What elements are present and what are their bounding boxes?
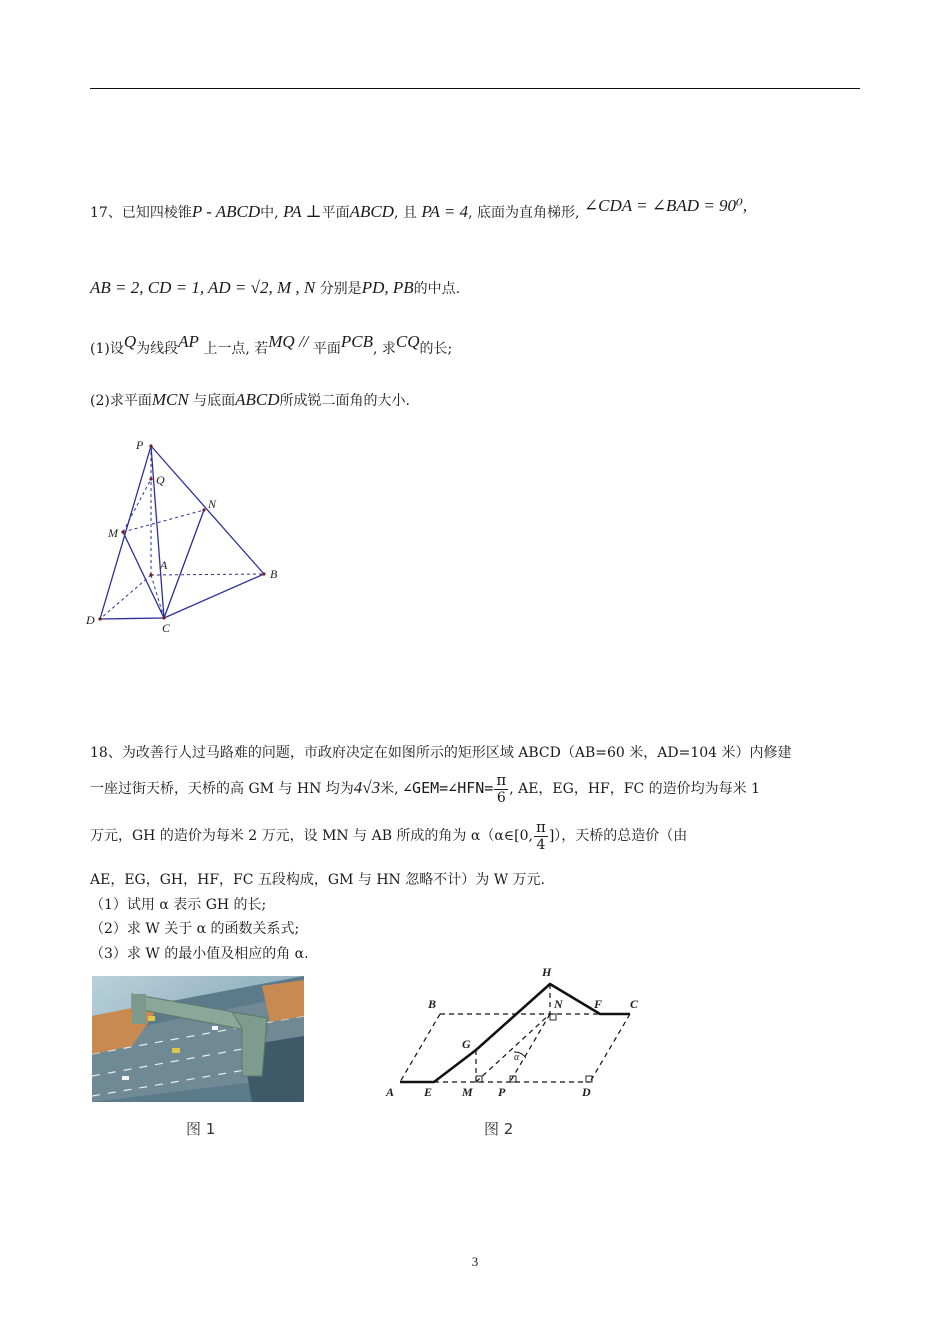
label-F: F: [594, 997, 603, 1011]
label-N: N: [554, 997, 563, 1011]
q17-math: AP: [178, 332, 199, 351]
label-N: N: [208, 497, 217, 511]
edge-NC: [164, 510, 204, 618]
q17-line1: [90, 196, 748, 222]
q17-text: 平面: [321, 205, 350, 221]
edge-PC: [151, 446, 164, 618]
edge-AB: [151, 574, 264, 575]
q17-part2: [90, 390, 410, 410]
q18-line3: [90, 816, 687, 856]
edge-MN: [123, 510, 204, 532]
q18-text: 米,: [380, 781, 399, 797]
page-number: 3: [471, 1254, 479, 1269]
label-P: P: [136, 438, 144, 452]
label-B: B: [428, 997, 437, 1011]
figure1-caption: 图 1: [186, 1120, 216, 1138]
label-alpha: α: [514, 1052, 520, 1063]
edge-MN: [476, 1014, 550, 1082]
bridge-diagram: [378, 960, 658, 1106]
header-rule: [90, 88, 860, 89]
q17-line2: [90, 278, 460, 298]
q18-line1: 18、为改善行人过马路难的问题，市政府决定在如图所示的矩形区域 ABCD（AB=60 米，AD=104 米）内修建: [90, 745, 792, 761]
edge-MQ: [123, 479, 151, 532]
label-E: E: [424, 1085, 433, 1099]
q17-text: (1)设: [90, 341, 124, 357]
label-P: P: [498, 1085, 506, 1099]
q17-text: , 且: [393, 205, 417, 221]
q18-math: ∠GEM=∠HFN=: [403, 779, 494, 797]
fraction-denominator: 6: [496, 790, 506, 806]
label-C: C: [162, 621, 171, 635]
label-D: D: [582, 1085, 591, 1099]
edge-CB: [164, 574, 264, 618]
q17-math: MCN: [151, 390, 189, 409]
q17-text: 中,: [260, 205, 279, 221]
edge-AD: [100, 575, 151, 619]
label-Q: Q: [156, 473, 165, 487]
label-H: H: [542, 965, 552, 979]
q17-math: PA ⊥: [283, 202, 322, 221]
q17-text: 为线段: [136, 341, 179, 357]
q18-sub1: （1）试用 α 表示 GH 的长;: [90, 897, 267, 913]
pyramid-figure: [80, 432, 290, 642]
fraction-denominator: 4: [536, 837, 546, 853]
edge-CD: [590, 1014, 630, 1082]
q18-math: 4√3: [353, 778, 381, 797]
q18-line4: AE，EG，GH，HF，FC 五段构成，GM 与 HN 忽略不计）为 W 万元.: [90, 872, 545, 888]
q17-text: 的中点.: [413, 281, 461, 297]
q17-math: CQ: [395, 332, 420, 351]
q17-math: AB = 2, CD = 1, AD = √2, M , N: [90, 278, 316, 297]
fraction-numerator: π: [496, 771, 507, 789]
q17-math: ABCD: [349, 202, 394, 221]
q17-part1: [90, 332, 453, 358]
q17-text: 的长;: [419, 341, 453, 357]
label-G: G: [462, 1037, 471, 1051]
q18-text: 一座过街天桥，天桥的高 GM 与 HN 均为: [90, 781, 354, 797]
q17-text: 与底面: [193, 393, 236, 409]
q18-text: , AE，EG，HF，FC 的造价均为每米 1: [509, 781, 760, 797]
q18-text: ]），天桥的总造价（由: [548, 828, 688, 844]
q17-math: MQ //: [268, 332, 309, 351]
edge-NP: [510, 1014, 550, 1082]
fraction-numerator: π: [535, 818, 546, 836]
label-C: C: [630, 997, 639, 1011]
q17-math: ∠CDA = ∠BAD = 90⁰,: [583, 196, 748, 215]
edge-DC: [100, 618, 164, 619]
q18-text: 万元，GH 的造价为每米 2 万元，设 MN 与 AB 所成的角为 α（α∈[0,: [90, 828, 533, 844]
figure2-caption: 图 2: [484, 1120, 514, 1138]
q17-text: (2)求平面: [90, 393, 152, 409]
fraction-pi-over-4: [534, 820, 548, 852]
q17-text: 17、已知四棱锥: [90, 205, 192, 221]
label-M: M: [108, 526, 118, 540]
q17-math: ABCD: [235, 390, 280, 409]
q18-sub3: （3）求 W 的最小值及相应的角 α.: [90, 946, 309, 962]
label-B: B: [270, 567, 278, 581]
q17-text: 平面: [312, 341, 341, 357]
q17-math: PA = 4: [421, 202, 469, 221]
q17-text: , 求: [372, 341, 396, 357]
q18-sub2: （2）求 W 关于 α 的函数关系式;: [90, 921, 300, 937]
fraction-pi-over-6: [494, 773, 508, 805]
q17-math: PCB: [340, 332, 373, 351]
label-A: A: [386, 1085, 395, 1099]
label-D: D: [86, 613, 95, 627]
label-A: A: [160, 558, 168, 572]
q17-text: 上一点, 若: [203, 341, 269, 357]
q17-math: P - ABCD: [191, 202, 261, 221]
q17-text: 分别是: [319, 281, 362, 297]
q17-math: PD, PB: [361, 278, 414, 297]
q18-line2: [90, 768, 760, 809]
bridge-photo: [92, 976, 304, 1102]
q17-text: , 底面为直角梯形,: [468, 205, 580, 221]
edge-BA: [400, 1014, 440, 1082]
q17-text: 所成锐二面角的大小.: [279, 393, 410, 409]
label-M: M: [462, 1085, 473, 1099]
q17-math: Q: [123, 332, 137, 351]
